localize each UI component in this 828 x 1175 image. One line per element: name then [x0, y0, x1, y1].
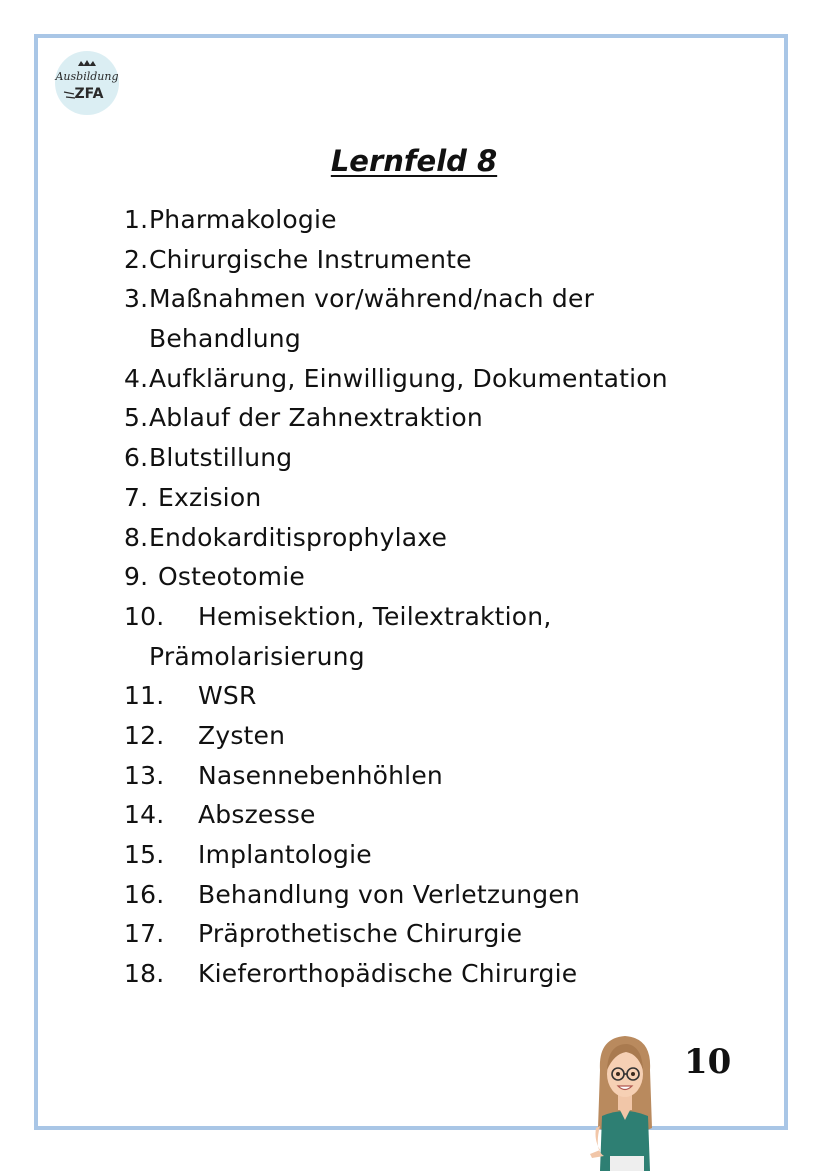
item-number: 16.	[124, 879, 165, 909]
item-text: Implantologie	[198, 840, 372, 869]
item-number: 17.	[124, 919, 165, 949]
logo-line1: Ausbildung	[55, 70, 119, 83]
item-text: Osteotomie	[158, 562, 305, 592]
page-title: Lernfeld 8	[330, 144, 498, 178]
item-number: 12.	[124, 720, 165, 750]
item-text: WSR	[198, 681, 257, 711]
item-text: Endokarditisprophylaxe	[149, 522, 448, 552]
item-number: 4.	[124, 363, 149, 393]
item-number: 3.	[124, 284, 149, 314]
item-number: 1.	[124, 205, 149, 234]
item-number: 9.	[124, 562, 149, 592]
item-text: Pharmakologie	[149, 205, 337, 234]
item-number: 2.	[124, 244, 149, 274]
item-number: 7.	[124, 482, 149, 512]
item-number: 6.	[124, 443, 149, 473]
woman-avatar-icon	[580, 1030, 670, 1171]
item-number: 13.	[124, 760, 165, 790]
item-number: 11.	[124, 681, 165, 711]
item-text: Prämolarisierung	[149, 641, 365, 671]
item-text: Behandlung	[149, 324, 301, 354]
item-number: 14.	[124, 800, 165, 830]
item-text: Maßnahmen vor/während/nach der	[149, 284, 595, 314]
item-number: 15.	[124, 840, 165, 869]
item-text: Exzision	[158, 482, 262, 512]
item-text: Aufklärung, Einwilligung, Dokumentation	[149, 363, 668, 393]
item-number: 8.	[124, 522, 149, 552]
item-text: Behandlung von Verletzungen	[198, 879, 580, 909]
item-text: Abszesse	[198, 800, 316, 830]
ausbildung-zfa-logo	[54, 50, 120, 116]
item-text: Zysten	[198, 720, 286, 750]
logo-line2: ZFA	[74, 86, 104, 102]
item-number: 5.	[124, 403, 149, 433]
item-text: Kieferorthopädische Chirurgie	[198, 959, 578, 989]
item-number: 10.	[124, 601, 165, 631]
item-text: Nasennebenhöhlen	[198, 760, 443, 790]
item-text: Hemisektion, Teilextraktion,	[198, 601, 552, 631]
item-number: 18.	[124, 959, 165, 989]
item-text: Chirurgische Instrumente	[149, 244, 472, 274]
item-text: Ablauf der Zahnextraktion	[149, 403, 483, 433]
item-text: Blutstillung	[149, 443, 293, 473]
item-text: Präprothetische Chirurgie	[198, 919, 523, 949]
page-number: 10	[684, 1042, 732, 1082]
